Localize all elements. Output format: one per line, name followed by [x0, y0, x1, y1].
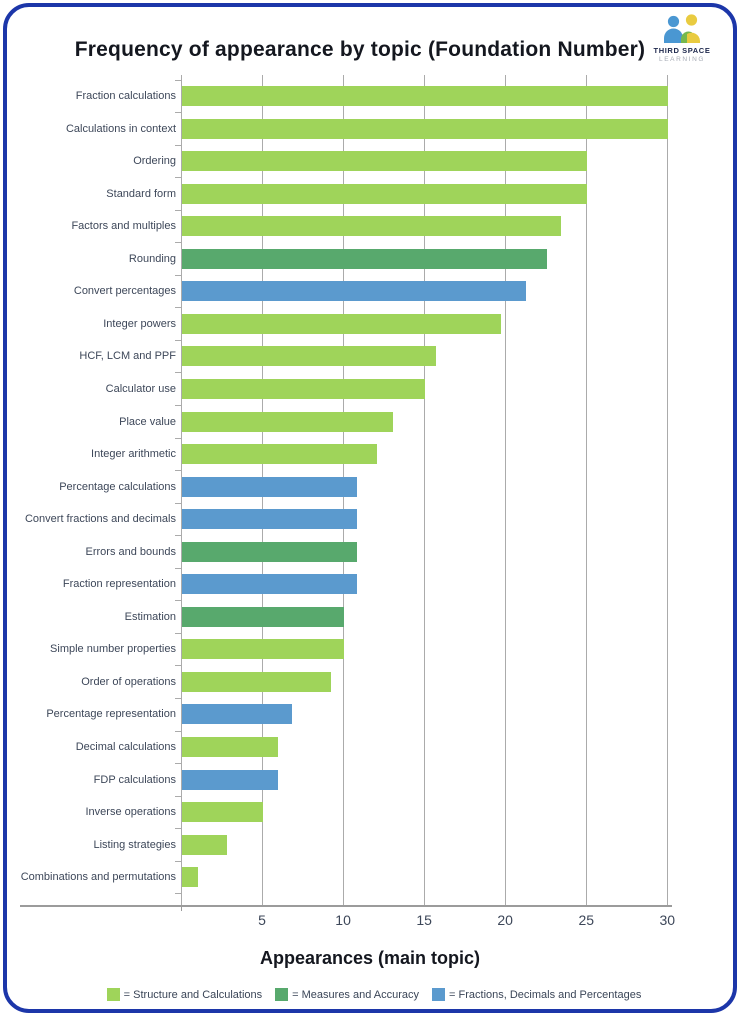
- y-axis-tick: [175, 112, 181, 113]
- x-axis-title: Appearances (main topic): [259, 948, 481, 968]
- category-label: Percentage calculations: [59, 480, 176, 493]
- bar: [182, 86, 668, 106]
- bar: [182, 346, 436, 366]
- brand-subname: LEARNING: [658, 56, 706, 63]
- bar: [182, 639, 344, 659]
- legend-item: [275, 988, 419, 1001]
- x-tick-label: 10: [335, 912, 351, 928]
- y-axis-tick: [175, 372, 181, 373]
- category-label: Rounding: [128, 252, 176, 265]
- bar: [182, 281, 526, 301]
- category-label: Order of operations: [81, 675, 176, 688]
- bar: [182, 835, 227, 855]
- y-axis-tick: [175, 80, 181, 81]
- x-tick-label: 20: [497, 912, 513, 928]
- bar: [182, 119, 668, 139]
- y-axis-tick: [175, 307, 181, 308]
- category-label: FDP calculations: [93, 773, 176, 786]
- legend-label: = Structure and Calculations: [123, 988, 263, 1001]
- y-axis-tick: [175, 275, 181, 276]
- x-tick-label: 15: [416, 912, 432, 928]
- legend-swatch: [432, 988, 445, 1001]
- bar: [182, 184, 587, 204]
- legend-swatch: [275, 988, 288, 1001]
- y-axis-tick: [175, 861, 181, 862]
- category-label: Listing strategies: [93, 838, 176, 851]
- x-tick-label: 25: [578, 912, 595, 928]
- y-axis-tick: [175, 210, 181, 211]
- y-axis-tick: [175, 535, 181, 536]
- legend-label: = Fractions, Decimals and Percentages: [449, 988, 642, 1001]
- y-axis-tick: [175, 731, 181, 732]
- category-label: Place value: [119, 415, 176, 428]
- legend-swatch: [107, 988, 120, 1001]
- y-axis-tick: [175, 145, 181, 146]
- y-axis-tick: [175, 405, 181, 406]
- y-axis-tick: [175, 438, 181, 439]
- y-axis-tick: [175, 470, 181, 471]
- category-label: Inverse operations: [85, 806, 176, 819]
- bar: [182, 314, 501, 334]
- bar: [182, 151, 587, 171]
- y-axis-tick: [175, 340, 181, 341]
- category-label: Percentage representation: [46, 708, 176, 721]
- y-axis-tick: [175, 796, 181, 797]
- y-axis-tick: [175, 633, 181, 634]
- bar: [182, 704, 292, 724]
- y-axis-tick: [175, 503, 181, 504]
- y-axis-tick: [175, 828, 181, 829]
- y-axis-tick: [175, 893, 181, 894]
- category-label: Standard form: [106, 187, 176, 200]
- chart-title: Frequency of appearance by topic (Foundation Number): [74, 38, 646, 61]
- category-label: Fraction calculations: [75, 90, 176, 102]
- x-axis-zero-tick: [181, 905, 182, 911]
- brand-name: THIRD SPACE: [653, 46, 711, 55]
- y-axis-tick: [175, 568, 181, 569]
- bar: [182, 477, 357, 497]
- x-axis-line: [20, 905, 672, 907]
- bar: [182, 737, 278, 757]
- bar: [182, 216, 561, 236]
- category-label: Integer powers: [103, 317, 176, 330]
- category-label: Calculations in context: [65, 122, 176, 135]
- category-label: Combinations and permutations: [20, 871, 176, 884]
- category-label: Integer arithmetic: [91, 448, 176, 461]
- category-label: Factors and multiples: [71, 220, 176, 233]
- bar: [182, 249, 547, 269]
- y-axis-tick: [175, 600, 181, 601]
- y-axis-tick: [175, 177, 181, 178]
- bar: [182, 542, 357, 562]
- bar: [182, 802, 263, 822]
- bar: [182, 379, 425, 399]
- category-label: Calculator use: [105, 382, 176, 395]
- bar: [182, 672, 331, 692]
- legend-label: = Measures and Accuracy: [292, 988, 420, 1001]
- bar: [182, 867, 198, 887]
- category-label: Fraction representation: [62, 578, 176, 591]
- legend-item: [432, 988, 641, 1001]
- category-label: Decimal calculations: [75, 741, 176, 753]
- y-axis-tick: [175, 763, 181, 764]
- y-axis-tick: [175, 242, 181, 243]
- x-tick-label: 30: [659, 912, 676, 928]
- category-label: HCF, LCM and PPF: [79, 350, 176, 363]
- chart-legend: [0, 988, 748, 1001]
- bar: [182, 509, 357, 529]
- bar: [182, 770, 278, 790]
- y-axis-tick: [175, 665, 181, 666]
- category-label: Convert fractions and decimals: [24, 513, 176, 526]
- y-axis-tick: [175, 698, 181, 699]
- category-label: Ordering: [133, 155, 176, 168]
- bar: [182, 412, 393, 432]
- x-tick-label: 5: [258, 912, 266, 928]
- gridline: [667, 75, 668, 905]
- category-label: Estimation: [124, 610, 176, 623]
- category-label: Convert percentages: [73, 285, 176, 298]
- category-label: Errors and bounds: [85, 545, 176, 558]
- bar: [182, 444, 377, 464]
- bar: [182, 607, 344, 627]
- legend-item: [107, 988, 263, 1001]
- bar: [182, 574, 357, 594]
- category-label: Simple number properties: [50, 643, 176, 656]
